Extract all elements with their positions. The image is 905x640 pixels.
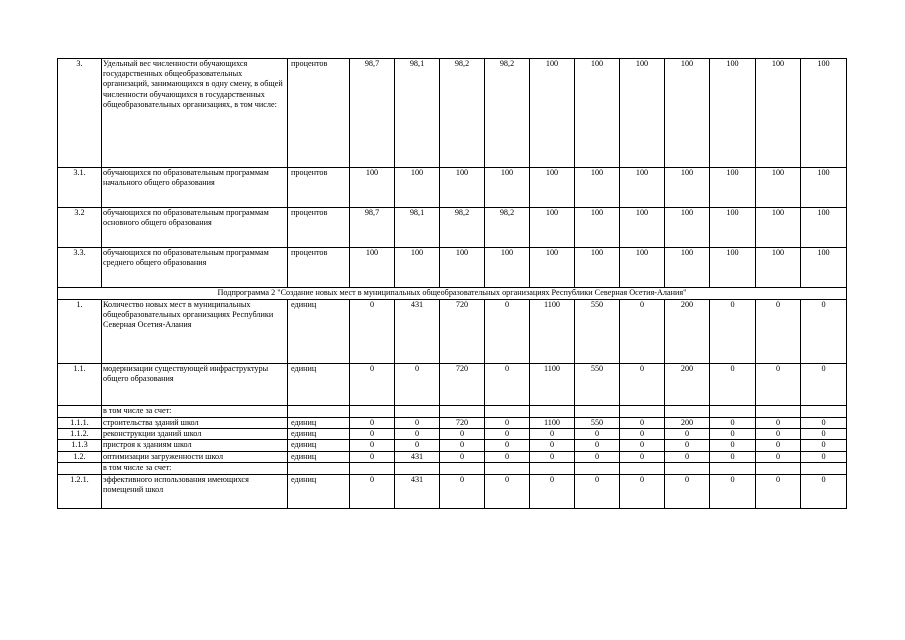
unit-cell bbox=[288, 406, 350, 418]
value-cell: 100 bbox=[665, 59, 710, 168]
table-row bbox=[58, 406, 847, 418]
value-cell: 100 bbox=[620, 168, 665, 208]
value-cell: 100 bbox=[710, 59, 756, 168]
unit-cell: единиц bbox=[288, 300, 350, 364]
value-cell: 100 bbox=[801, 248, 847, 288]
value-cell: 0 bbox=[485, 451, 530, 462]
value-cell: 100 bbox=[575, 59, 620, 168]
value-cell: 100 bbox=[575, 248, 620, 288]
table-row bbox=[58, 59, 847, 168]
value-cell: 431 bbox=[395, 300, 440, 364]
value-cell: 0 bbox=[756, 474, 801, 508]
value-cell: 550 bbox=[575, 418, 620, 429]
value-cell bbox=[485, 462, 530, 474]
value-cell: 0 bbox=[710, 300, 756, 364]
table-row bbox=[58, 418, 847, 429]
value-cell: 0 bbox=[620, 418, 665, 429]
row-number: 1.1.2. bbox=[58, 429, 102, 440]
value-cell: 0 bbox=[395, 429, 440, 440]
value-cell: 0 bbox=[440, 440, 485, 451]
value-cell: 100 bbox=[395, 168, 440, 208]
value-cell: 0 bbox=[350, 418, 395, 429]
value-cell: 100 bbox=[620, 208, 665, 248]
value-cell: 431 bbox=[395, 474, 440, 508]
value-cell: 100 bbox=[575, 208, 620, 248]
unit-cell: единиц bbox=[288, 474, 350, 508]
value-cell: 100 bbox=[665, 168, 710, 208]
subprogram-row bbox=[58, 288, 847, 300]
value-cell: 0 bbox=[710, 418, 756, 429]
value-cell bbox=[395, 462, 440, 474]
value-cell: 100 bbox=[710, 208, 756, 248]
value-cell: 0 bbox=[620, 429, 665, 440]
value-cell: 0 bbox=[575, 440, 620, 451]
table-row bbox=[58, 208, 847, 248]
value-cell: 0 bbox=[350, 300, 395, 364]
indicators-table bbox=[57, 58, 847, 509]
value-cell: 98,2 bbox=[485, 208, 530, 248]
value-cell: 720 bbox=[440, 364, 485, 406]
row-number: 3.2 bbox=[58, 208, 102, 248]
value-cell bbox=[530, 406, 575, 418]
value-cell: 100 bbox=[440, 248, 485, 288]
value-cell: 100 bbox=[801, 168, 847, 208]
value-cell: 0 bbox=[485, 429, 530, 440]
value-cell: 0 bbox=[440, 474, 485, 508]
value-cell: 98,7 bbox=[350, 59, 395, 168]
unit-cell bbox=[288, 462, 350, 474]
value-cell bbox=[530, 462, 575, 474]
value-cell: 0 bbox=[620, 440, 665, 451]
indicator-name: Удельный вес численности обучающихся государственных общеобразовательных организаций, занимающихся в одну смену, в общей численности обучающихся в государственных общеобразовательных организациях, в том числе: bbox=[102, 59, 288, 168]
row-number bbox=[58, 462, 102, 474]
value-cell: 431 bbox=[395, 451, 440, 462]
value-cell: 0 bbox=[756, 440, 801, 451]
value-cell: 0 bbox=[530, 440, 575, 451]
value-cell bbox=[350, 406, 395, 418]
value-cell: 0 bbox=[395, 364, 440, 406]
value-cell: 100 bbox=[756, 248, 801, 288]
table-row bbox=[58, 300, 847, 364]
value-cell: 720 bbox=[440, 300, 485, 364]
value-cell: 100 bbox=[710, 168, 756, 208]
row-number: 3. bbox=[58, 59, 102, 168]
value-cell: 98,2 bbox=[440, 208, 485, 248]
value-cell: 0 bbox=[801, 440, 847, 451]
indicator-name: в том числе за счет: bbox=[102, 462, 288, 474]
value-cell bbox=[575, 462, 620, 474]
value-cell: 100 bbox=[350, 248, 395, 288]
value-cell: 0 bbox=[665, 440, 710, 451]
value-cell: 0 bbox=[485, 440, 530, 451]
subprogram-title: Подпрограмма 2 "Создание новых мест в муниципальных общеобразовательных организациях Республики Северная Осетия-Алания" bbox=[58, 288, 847, 300]
indicator-name: оптимизации загруженности школ bbox=[102, 451, 288, 462]
value-cell bbox=[710, 406, 756, 418]
value-cell bbox=[395, 406, 440, 418]
value-cell: 0 bbox=[620, 364, 665, 406]
unit-cell: процентов bbox=[288, 168, 350, 208]
document-page bbox=[57, 58, 846, 509]
table-row bbox=[58, 440, 847, 451]
unit-cell: единиц bbox=[288, 418, 350, 429]
value-cell: 100 bbox=[620, 59, 665, 168]
row-number: 3.3. bbox=[58, 248, 102, 288]
value-cell: 0 bbox=[665, 474, 710, 508]
value-cell bbox=[801, 462, 847, 474]
value-cell: 100 bbox=[485, 248, 530, 288]
value-cell: 100 bbox=[530, 59, 575, 168]
indicator-name: обучающихся по образовательным программам среднего общего образования bbox=[102, 248, 288, 288]
value-cell: 0 bbox=[485, 364, 530, 406]
value-cell: 100 bbox=[756, 168, 801, 208]
value-cell: 0 bbox=[665, 429, 710, 440]
value-cell: 98,7 bbox=[350, 208, 395, 248]
value-cell: 0 bbox=[710, 440, 756, 451]
value-cell: 0 bbox=[440, 451, 485, 462]
value-cell: 0 bbox=[801, 364, 847, 406]
row-number bbox=[58, 406, 102, 418]
value-cell: 0 bbox=[350, 429, 395, 440]
table-row bbox=[58, 248, 847, 288]
value-cell: 0 bbox=[395, 440, 440, 451]
value-cell: 0 bbox=[620, 474, 665, 508]
table-row bbox=[58, 474, 847, 508]
value-cell bbox=[485, 406, 530, 418]
value-cell: 100 bbox=[756, 208, 801, 248]
value-cell: 100 bbox=[530, 168, 575, 208]
value-cell: 98,2 bbox=[485, 59, 530, 168]
value-cell bbox=[620, 406, 665, 418]
value-cell: 0 bbox=[801, 300, 847, 364]
value-cell: 100 bbox=[530, 248, 575, 288]
value-cell bbox=[440, 462, 485, 474]
value-cell: 0 bbox=[756, 451, 801, 462]
value-cell: 0 bbox=[485, 300, 530, 364]
value-cell: 100 bbox=[395, 248, 440, 288]
value-cell: 0 bbox=[575, 429, 620, 440]
unit-cell: единиц bbox=[288, 429, 350, 440]
row-number: 3.1. bbox=[58, 168, 102, 208]
value-cell: 0 bbox=[756, 418, 801, 429]
value-cell bbox=[575, 406, 620, 418]
value-cell bbox=[350, 462, 395, 474]
value-cell bbox=[440, 406, 485, 418]
value-cell: 0 bbox=[440, 429, 485, 440]
indicator-name: реконструкции зданий школ bbox=[102, 429, 288, 440]
value-cell: 0 bbox=[756, 300, 801, 364]
value-cell: 550 bbox=[575, 300, 620, 364]
value-cell: 0 bbox=[710, 451, 756, 462]
value-cell: 100 bbox=[801, 208, 847, 248]
value-cell: 98,1 bbox=[395, 59, 440, 168]
value-cell: 100 bbox=[530, 208, 575, 248]
value-cell: 200 bbox=[665, 300, 710, 364]
value-cell: 0 bbox=[485, 418, 530, 429]
value-cell: 0 bbox=[801, 474, 847, 508]
table-row bbox=[58, 462, 847, 474]
table-row bbox=[58, 429, 847, 440]
value-cell: 0 bbox=[350, 474, 395, 508]
value-cell: 100 bbox=[485, 168, 530, 208]
value-cell: 0 bbox=[575, 451, 620, 462]
indicator-name: обучающихся по образовательным программам начального общего образования bbox=[102, 168, 288, 208]
unit-cell: единиц bbox=[288, 451, 350, 462]
indicator-name: эффективного использования имеющихся помещений школ bbox=[102, 474, 288, 508]
row-number: 1.1. bbox=[58, 364, 102, 406]
value-cell: 100 bbox=[665, 208, 710, 248]
row-number: 1.1.1. bbox=[58, 418, 102, 429]
value-cell: 200 bbox=[665, 418, 710, 429]
value-cell bbox=[665, 462, 710, 474]
value-cell: 1100 bbox=[530, 300, 575, 364]
value-cell: 0 bbox=[350, 364, 395, 406]
unit-cell: процентов bbox=[288, 208, 350, 248]
value-cell: 98,2 bbox=[440, 59, 485, 168]
value-cell: 0 bbox=[620, 451, 665, 462]
indicator-name: обучающихся по образовательным программам основного общего образования bbox=[102, 208, 288, 248]
value-cell: 200 bbox=[665, 364, 710, 406]
value-cell: 100 bbox=[440, 168, 485, 208]
row-number: 1.2.1. bbox=[58, 474, 102, 508]
value-cell: 0 bbox=[530, 474, 575, 508]
value-cell: 0 bbox=[350, 440, 395, 451]
value-cell: 0 bbox=[530, 429, 575, 440]
value-cell: 0 bbox=[620, 300, 665, 364]
value-cell: 550 bbox=[575, 364, 620, 406]
unit-cell: процентов bbox=[288, 59, 350, 168]
value-cell: 0 bbox=[801, 429, 847, 440]
table-body bbox=[58, 59, 847, 509]
value-cell: 0 bbox=[530, 451, 575, 462]
value-cell bbox=[756, 462, 801, 474]
value-cell: 0 bbox=[756, 364, 801, 406]
value-cell: 100 bbox=[620, 248, 665, 288]
value-cell: 100 bbox=[710, 248, 756, 288]
indicator-name: Количество новых мест в муниципальных общеобразовательных организациях Республики Северная Осетия-Алания bbox=[102, 300, 288, 364]
value-cell: 100 bbox=[801, 59, 847, 168]
indicator-name: строительства зданий школ bbox=[102, 418, 288, 429]
value-cell: 98,1 bbox=[395, 208, 440, 248]
value-cell: 0 bbox=[485, 474, 530, 508]
indicator-name: пристроя к зданиям школ bbox=[102, 440, 288, 451]
table-row bbox=[58, 364, 847, 406]
value-cell: 0 bbox=[575, 474, 620, 508]
value-cell bbox=[710, 462, 756, 474]
row-number: 1.2. bbox=[58, 451, 102, 462]
value-cell bbox=[801, 406, 847, 418]
value-cell bbox=[665, 406, 710, 418]
indicator-name: модернизации существующей инфраструктуры общего образования bbox=[102, 364, 288, 406]
value-cell: 0 bbox=[710, 429, 756, 440]
value-cell: 100 bbox=[350, 168, 395, 208]
row-number: 1.1.3 bbox=[58, 440, 102, 451]
value-cell: 720 bbox=[440, 418, 485, 429]
value-cell: 0 bbox=[395, 418, 440, 429]
value-cell: 100 bbox=[575, 168, 620, 208]
indicator-name: в том числе за счет: bbox=[102, 406, 288, 418]
value-cell bbox=[620, 462, 665, 474]
row-number: 1. bbox=[58, 300, 102, 364]
value-cell: 0 bbox=[710, 364, 756, 406]
unit-cell: единиц bbox=[288, 364, 350, 406]
table-row bbox=[58, 451, 847, 462]
value-cell: 0 bbox=[801, 451, 847, 462]
value-cell: 0 bbox=[710, 474, 756, 508]
value-cell bbox=[756, 406, 801, 418]
unit-cell: процентов bbox=[288, 248, 350, 288]
table-row bbox=[58, 168, 847, 208]
value-cell: 0 bbox=[801, 418, 847, 429]
value-cell: 0 bbox=[350, 451, 395, 462]
value-cell: 1100 bbox=[530, 418, 575, 429]
unit-cell: единиц bbox=[288, 440, 350, 451]
value-cell: 100 bbox=[665, 248, 710, 288]
value-cell: 0 bbox=[665, 451, 710, 462]
value-cell: 100 bbox=[756, 59, 801, 168]
value-cell: 0 bbox=[756, 429, 801, 440]
value-cell: 1100 bbox=[530, 364, 575, 406]
